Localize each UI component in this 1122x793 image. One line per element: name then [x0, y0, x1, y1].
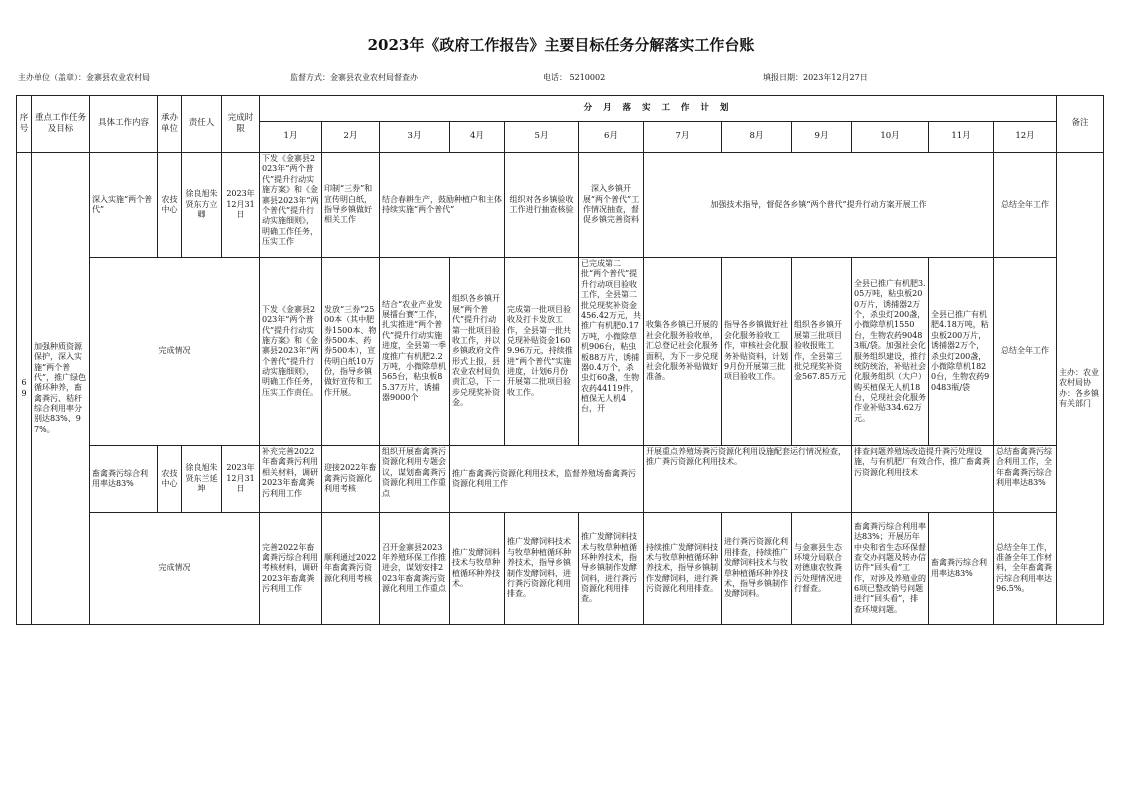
- item-deadline: 2023年12月31日: [222, 446, 260, 513]
- item-unit: 农技中心: [158, 153, 182, 258]
- done-cell: 持续推广发酵饲料技术与牧草种植循环种养技术，指导乡镇制作发酵饲料，进行粪污资源化利用排查。: [644, 513, 722, 625]
- header-month: 7月: [644, 122, 722, 153]
- header-month: 8月: [722, 122, 792, 153]
- done-cell: 推广发酵饲料技术与牧草种植循环种养技术，指导乡镇制作发酵饲料，进行粪污资源化利用排查。: [579, 513, 644, 625]
- item-person: 徐良旭朱贤东方立卿: [182, 153, 222, 258]
- done-cell: 进行粪污资源化利用排查，持续推广发酵饲料技术与牧草种植循环种养技术，指导乡镇制作发酵饲料。: [722, 513, 792, 625]
- plan-cell: 总结畜禽粪污综合利用工作，全年畜禽粪污综合利用率达83%: [994, 446, 1057, 513]
- done-cell: 收集各乡镇已开展的社会化服务验收单，汇总登记社会化服务面积，为下一步兑现社会化服务补贴做好准备。: [644, 258, 722, 446]
- plan-cell: 加强技术指导，督促各乡镇“两个普代”提升行动方案开展工作: [644, 153, 994, 258]
- done-cell: 指导各乡镇做好社会化服务验收工作，审核社会化服务补贴资料，计划9月份开展第三批项目验收工作。: [722, 258, 792, 446]
- plan-cell: 开展重点养殖场粪污资源化利用设施配套运行情况检查，推广粪污资源化利用技术。: [644, 446, 852, 513]
- done-cell: 顺利通过2022年畜禽粪污资源化利用考核: [322, 513, 380, 625]
- header-unit: 承办单位: [158, 96, 182, 153]
- done-cell: 完成第一批项目验收及打卡发放工作，全县第一批共兑现补贴资金1609.96万元，持续推进“两个普代”实施进度，计划6月份开展第二批项目验收工作。: [505, 258, 579, 446]
- fill-date: 填报日期：2023年12月27日: [763, 73, 868, 82]
- header-deadline: 完成时限: [222, 96, 260, 153]
- plan-cell: 总结全年工作: [994, 153, 1057, 258]
- header-month: 2月: [322, 122, 380, 153]
- done-cell: 发放“三券”2500本（其中肥券1500本、物券500本、药券500本），宣传明白纸10万份，指导乡镇做好宣传和工作开展。: [322, 258, 380, 446]
- item-content: 深入实施“两个普代”: [90, 153, 158, 258]
- done-cell: 结合“农业产业发展擂台赛”工作，扎实推进“两个普代”提升行动实施进度，全县第一季度推广有机肥2.2万吨，小微除草机565台，粘虫板85.37万片，诱捕器9000个: [380, 258, 450, 446]
- done-cell: 已完成第二批“两个普代”提升行动项目验收工作，全县第二批兑现奖补资金456.42万元，共推广有机肥0.17万吨，小微除草机906台，粘虫板88万片，诱捕器0.4万个，杀虫灯60盏，生物农药44119件，植保无人机4台，开: [579, 258, 644, 446]
- plan-cell: 补充完善2022年畜禽粪污利用相关材料，调研2023年畜禽粪污利用工作: [260, 446, 322, 513]
- done-cell: 总结全年工作，准备全年工作材料，全年畜禽粪污综合利用率达96.5%。: [994, 513, 1057, 625]
- plan-cell: 组织对各乡镇验收工作进行抽查核验: [505, 153, 579, 258]
- header-monthly-plan: 分 月 落 实 工 作 计 划: [260, 96, 1057, 122]
- host-unit: 主办单位（盖章）：金寨县农业农村局: [18, 73, 150, 82]
- item-content: 畜禽粪污综合利用率达83%: [90, 446, 158, 513]
- plan-cell: 迎接2022年畜禽粪污资源化利用考核: [322, 446, 380, 513]
- done-cell: 完善2022年畜禽粪污综合利用考核材料，调研2023年畜禽粪污利用工作: [260, 513, 322, 625]
- header-month: 10月: [852, 122, 929, 153]
- done-cell: 全县已推广有机肥4.18万吨，粘虫板200万片，诱捕器2万个，杀虫灯200盏，小微除草机1820台，生物农药90483瓶/袋: [929, 258, 994, 446]
- item-unit: 农技中心: [158, 446, 182, 513]
- plan-cell: 印制“三券”和宣传明白纸，指导乡镇做好相关工作: [322, 153, 380, 258]
- task-ledger-table: [16, 95, 1104, 625]
- done-cell: 组织各乡镇开展“两个普代”提升行动第一批项目验收工作，并以乡镇政府文件形式上报，县农业农村局负责汇总，下一步兑现奖补资金。: [450, 258, 505, 446]
- row-seq: 69: [17, 153, 32, 625]
- done-cell: 推广发酵饲料技术与牧草种植循环种养技术。: [450, 513, 505, 625]
- plan-cell: 深入乡镇开展“两个普代”工作情况抽查，督促乡镇完善资料: [579, 153, 644, 258]
- header-month: 1月: [260, 122, 322, 153]
- header-month: 9月: [792, 122, 852, 153]
- page-title: 2023年《政府工作报告》主要目标任务分解落实工作台账: [367, 36, 755, 54]
- plan-cell: 组织开展畜禽粪污资源化利用专题会议，谋划畜禽粪污资源化利用工作重点: [380, 446, 450, 513]
- header-month: 11月: [929, 122, 994, 153]
- header-month: 12月: [994, 122, 1057, 153]
- done-cell: 畜禽粪污综合利用率达83%；开展历年中央和省生态环保督查交办问题及转办信访件“回头看”工作，对涉及养殖业的6项已整改销号问题进行“回头看”，排查环境问题。: [852, 513, 929, 625]
- plan-cell: 推广畜禽粪污资源化利用技术，监督养殖场畜禽粪污资源化利用工作: [450, 446, 644, 513]
- item-person: 徐良旭朱贤东兰延坤: [182, 446, 222, 513]
- header-task: 重点工作任务及目标: [32, 96, 90, 153]
- plan-cell: 排查问题养殖场改造提升粪污处理设施，与有机肥厂有效合作，推广畜禽粪污资源化利用技术: [852, 446, 994, 513]
- item-deadline: 2023年12月31日: [222, 153, 260, 258]
- header-remark: 备注: [1057, 96, 1104, 153]
- plan-cell: 结合春耕生产，鼓励种植户和主体持续实施“两个普代”: [380, 153, 505, 258]
- plan-cell: 下发《金寨县2023年“两个普代”提升行动实施方案》和《金寨县2023年“两个普代”提升行动实施细则》，明确工作任务，压实工作: [260, 153, 322, 258]
- header-month: 6月: [579, 122, 644, 153]
- header-month: 3月: [380, 122, 450, 153]
- done-cell: 总结全年工作: [994, 258, 1057, 446]
- done-cell: 召开金寨县2023年养殖环保工作推进会，谋划安排2023年畜禽粪污资源化利用工作重点: [380, 513, 450, 625]
- supervision-method: 监督方式：金寨县农业农村局督查办: [290, 73, 418, 82]
- header-content: 具体工作内容: [90, 96, 158, 153]
- done-cell: 与金寨县生态环境分局联合对德康农牧粪污处理情况进行督查。: [792, 513, 852, 625]
- key-task: 加强种质资源保护，深入实施“两个普代”，推广绿色循环种养，畜禽粪污、秸秆综合利用率分别达83%、97%。: [32, 153, 90, 625]
- done-cell: 畜禽粪污综合利用率达83%: [929, 513, 994, 625]
- done-cell: 全县已推广有机肥3.05万吨，粘虫板200万片，诱捕器2万个，杀虫灯200盏，小微除草机1550台，生物农药90483瓶/袋。加强社会化服务组织建设，推行统防统治，补贴社会化服务组织（大户）购买植保无人机18台，兑现社会化服务作业补贴334.62万元。: [852, 258, 929, 446]
- header-month: 4月: [450, 122, 505, 153]
- remark-cell: 主办：农业农村局协办：各乡镇有关部门: [1057, 153, 1104, 625]
- header-seq: 序号: [17, 96, 32, 153]
- done-cell: 推广发酵饲料技术与牧草种植循环种养技术，指导乡镇制作发酵饲料，进行粪污资源化利用排查。: [505, 513, 579, 625]
- done-cell: 组织各乡镇开展第三批项目验收报账工作，全县第三批兑现奖补资金567.85万元: [792, 258, 852, 446]
- done-label: 完成情况: [90, 258, 260, 446]
- done-cell: 下发《金寨县2023年“两个普代”提升行动实施方案》和《金寨县2023年“两个普代”提升行动实施细则》，明确工作任务，压实工作责任。: [260, 258, 322, 446]
- done-label: 完成情况: [90, 513, 260, 625]
- header-person: 责任人: [182, 96, 222, 153]
- phone: 电话： 5210002: [543, 73, 606, 82]
- header-month: 5月: [505, 122, 579, 153]
